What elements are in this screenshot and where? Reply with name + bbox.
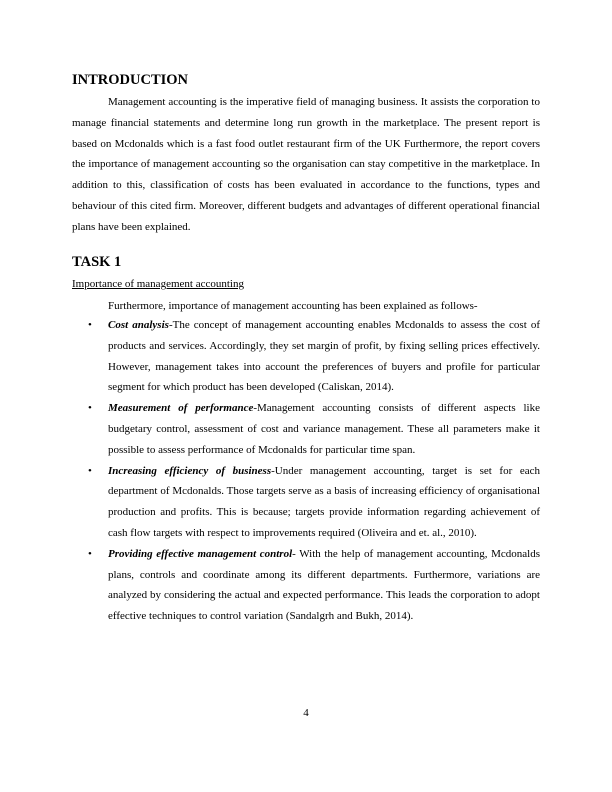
task-heading: TASK 1: [72, 254, 122, 270]
bullet-text: -Management accounting consists of different aspects like budgetary control, assessment of cost and variance management. These all parameters make it possible to assess performance of Mcdonalds for particular time span.: [108, 402, 540, 456]
bullet-term: Cost analysis: [108, 319, 169, 331]
bullet-item-cost-analysis: [88, 315, 541, 398]
bullet-point-icon: •: [88, 402, 92, 415]
introduction-heading: INTRODUCTION: [72, 72, 189, 88]
introduction-paragraph: Management accounting is the imperative field of managing business. It assists the corporation to manage financial statements and determine long run growth in the marketplace. The present report is based on Mcdonalds which is a fast food outlet restaurant firm of the UK Furthermore, the report covers the importance of management accounting so the organisation can stay competitive in the marketplace. In addition to this, classification of costs has been evaluated in accordance to the functions, types and behaviour of this cited firm. Moreover, different budgets and advantages of different operational financial plans have been explained.: [72, 96, 540, 233]
bullet-term: Providing effective management control: [108, 547, 293, 560]
bullet-term: Increasing efficiency of business: [108, 464, 272, 477]
bullet-point-icon: •: [88, 464, 92, 477]
bullet-text: -Under management accounting, target is set for each department of Mcdonalds. Those targets serve as a basis of increasing efficiency of organisational production and profits. This is because; targets provide information regarding achievement of cash flow targets with respect to improvements required (Oliveira and et. al., 2010).: [108, 464, 540, 539]
bullet-item-increasing-efficiency: [88, 461, 540, 544]
bullet-point-icon: •: [88, 547, 92, 560]
bullet-item-management-control: [88, 544, 540, 627]
page-number: 4: [303, 707, 309, 719]
section-subheading: Importance of management accounting: [72, 278, 244, 290]
bullet-item-measurement-of-performance: [88, 398, 540, 460]
bullet-point-icon: •: [88, 319, 92, 331]
bullet-text: -The concept of management accounting enables Mcdonalds to assess the cost of products and services. Accordingly, they set margin of profit, by fixing selling prices effectively. However, management takes into account the preferences of buyers and profile for particular segment for which product has been developed (Caliskan, 2014).: [108, 319, 541, 394]
bullet-text: - With the help of management accounting, Mcdonalds plans, controls and coordinate among its different departments. Furthermore, variations are analyzed by considering the actual and expected performance. This leads the corporation to adopt effective techniques to control variation (Sandalgrh and Bukh, 2014).: [108, 547, 540, 623]
bullet-list: [88, 315, 541, 627]
bullet-term: Measurement of performance: [108, 402, 254, 415]
section-lead-sentence: Furthermore, importance of management accounting has been explained as follows-: [108, 300, 478, 312]
